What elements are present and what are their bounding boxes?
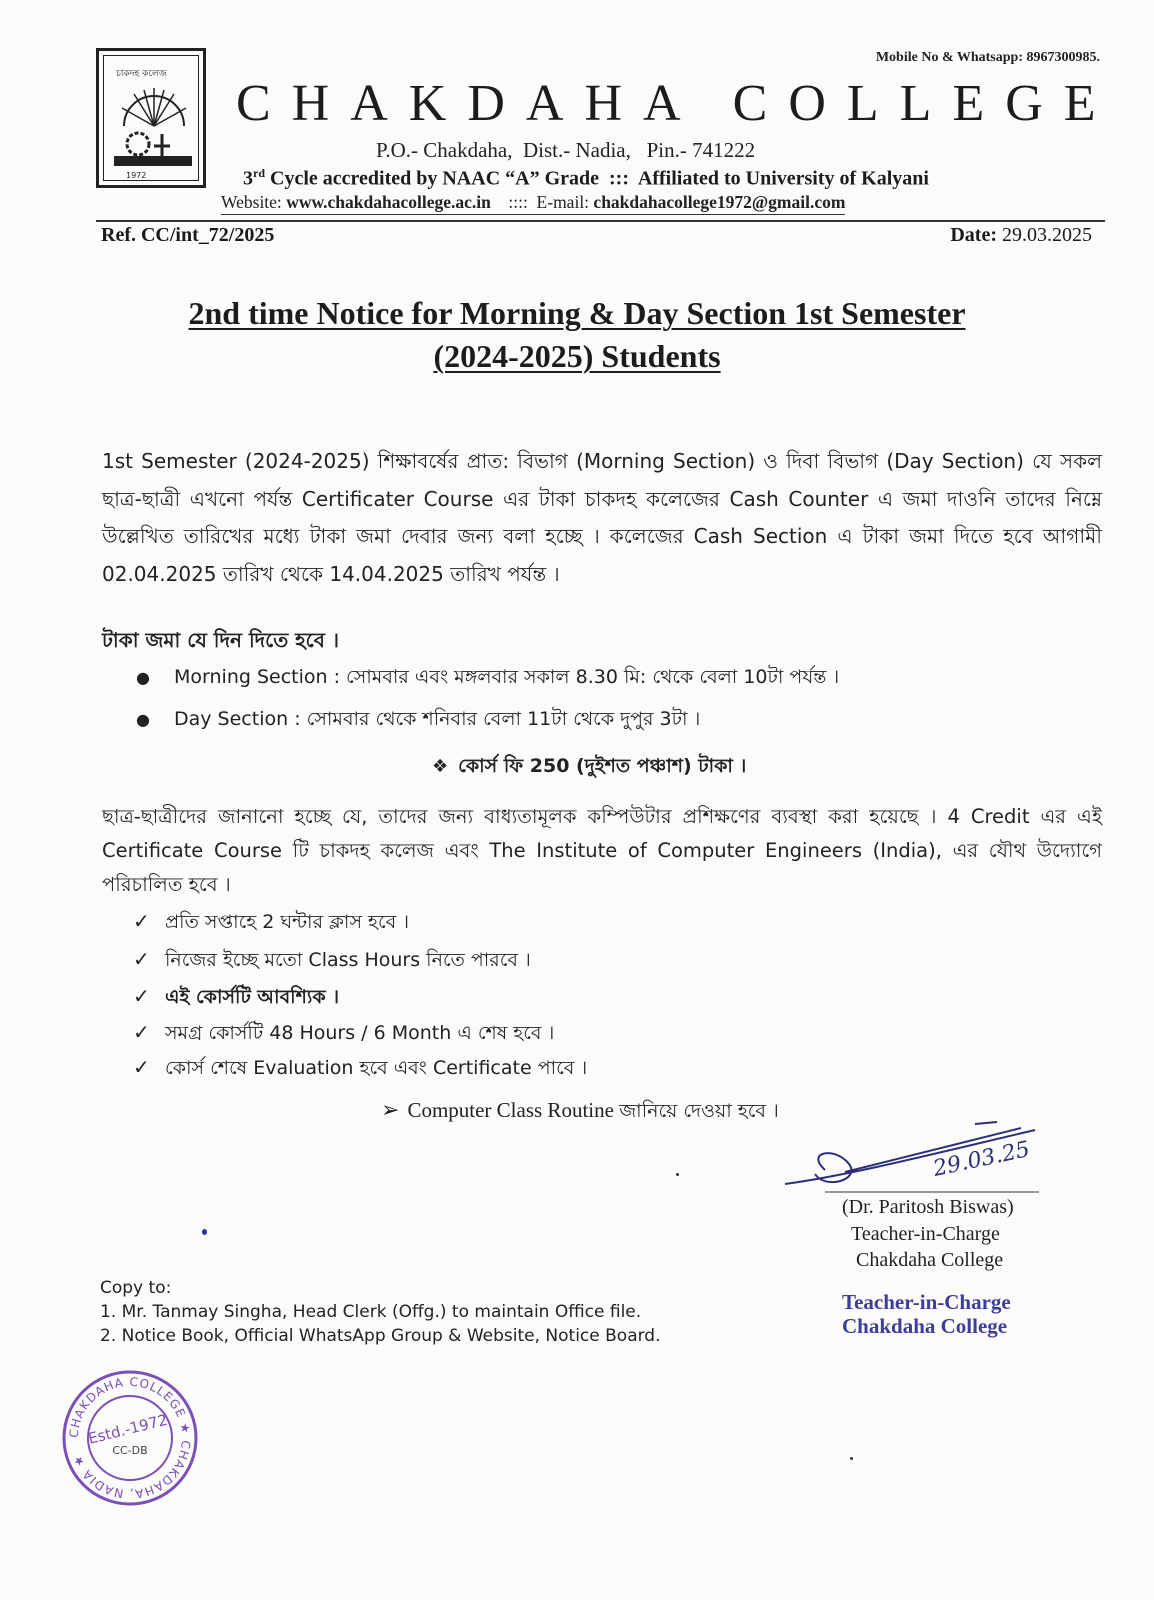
signatory-college: Chakdaha College <box>856 1249 1004 1271</box>
diamond-icon: ❖ <box>432 756 449 777</box>
check-item: ✓ সমগ্র কোর্সটি 48 Hours / 6 Month এ শেষ হবে । <box>133 1020 555 1044</box>
checkmark-icon: ✓ <box>133 1055 150 1079</box>
designation-stamp-line2: Chakdaha College <box>842 1314 1008 1338</box>
bullet-morning-section: ● Morning Section : সোমবার এবং মঙ্গলবার সকাল 8.30 মি: থেকে বেলা 10টা পর্যন্ত । <box>136 666 840 688</box>
checkmark-icon: ✓ <box>133 909 150 933</box>
header-divider <box>96 220 1105 222</box>
payment-heading: টাকা জমা যে দিন দিতে হবে । <box>102 628 339 652</box>
course-fee: ❖ কোর্স ফি 250 (দুইশত পঞ্চাশ) টাকা । <box>432 755 747 777</box>
accreditation-line: 3rd Cycle accredited by NAAC “A” Grade ::: Affiliated to University of Kalyani <box>243 166 929 190</box>
copy-to-item: 2. Notice Book, Official WhatsApp Group & Website, Notice Board. <box>100 1326 661 1346</box>
svg-text:1972: 1972 <box>126 171 147 180</box>
bullet-icon: ● <box>136 710 150 729</box>
signature-date: 29.03.25 <box>931 1137 1033 1182</box>
college-address: P.O.- Chakdaha, Dist.- Nadia, Pin.- 741222 <box>376 138 756 162</box>
copy-to-item: 1. Mr. Tanmay Singha, Head Clerk (Offg.) to maintain Office file. <box>100 1302 642 1322</box>
handwritten-signature <box>785 1110 1085 1200</box>
designation-stamp-line1: Teacher-in-Charge <box>842 1290 1011 1314</box>
check-item: ✓ প্রতি সপ্তাহে 2 ঘন্টার ক্লাস হবে । <box>133 909 410 933</box>
arrow-right-icon: ➢ <box>381 1098 400 1123</box>
logo-text: চাকদহ কলেজ <box>116 69 167 79</box>
ink-speck <box>676 1173 679 1176</box>
bullet-icon: ● <box>136 668 150 687</box>
checkmark-icon: ✓ <box>133 1020 150 1044</box>
ink-speck <box>202 1229 207 1235</box>
computer-training-paragraph: ছাত্র-ছাত্রীদের জানানো হচ্ছে যে, তাদের জন্য বাধ্যতামূলক কম্পিউটার প্রশিক্ষণের ব্যবস্থা করা হয়েছে । 4 Credit এর এই Certificate Course টি চাকদহ কলেজ এবং The Institute of Computer Engineers (India), এর যৌথ উদ্যোগে পরিচালিত হবে । <box>102 805 1102 896</box>
college-logo <box>96 48 206 188</box>
intro-paragraph: 1st Semester (2024-2025) শিক্ষাবর্ষের প্রাত: বিভাগ (Morning Section) ও দিবা বিভাগ (Day Section) যে সকল ছাত্র-ছাত্রী এখনো পর্যন্ত Certificater Course এর টাকা চাকদহ কলেজের Cash Counter এ জমা দাওনি তাদের নিম্নে উল্লেখিত তারিখের মধ্যে টাকা জমা দেবার জন্য বলা হচ্ছে । কলেজের Cash Section এ টাকা জমা দিতে হবে আগামী 02.04.2025 তারিখ থেকে 14.04.2025 তারিখ পর্যন্ত । <box>102 449 1102 586</box>
check-item: ✓ কোর্স শেষে Evaluation হবে এবং Certificate পাবে । <box>133 1055 588 1079</box>
notice-date: Date: 29.03.2025 <box>950 224 1092 246</box>
mobile-number: Mobile No & Whatsapp: 8967300985. <box>875 50 1100 65</box>
notice-title-line2: (2024-2025) Students <box>433 338 721 374</box>
bullet-day-section: ● Day Section : সোমবার থেকে শনিবার বেলা 11টা থেকে দুপুর 3টা । <box>136 708 701 730</box>
check-item: ✓ নিজের ইচ্ছে মতো Class Hours নিতে পারবে । <box>133 947 531 971</box>
checkmark-icon: ✓ <box>133 947 150 971</box>
checkmark-icon: ✓ <box>133 984 150 1008</box>
contact-line: Website: www.chakdahacollege.ac.in :::: E-mail: chakdahacollege1972@gmail.com <box>221 192 845 215</box>
copy-to-heading: Copy to: <box>100 1278 172 1298</box>
seal-estd: Estd.-1972 <box>86 1410 170 1448</box>
signatory-name: (Dr. Paritosh Biswas) <box>842 1196 1014 1218</box>
logo-emblem-icon <box>104 56 199 181</box>
seal-code: CC-DB <box>112 1444 148 1457</box>
reference-number: Ref. CC/int_72/2025 <box>101 224 275 246</box>
check-item: ✓ এই কোর্সটি আবশ্যিক । <box>133 984 340 1008</box>
college-name: CHAKDAHA COLLEGE <box>236 75 1117 132</box>
routine-notice: ➢ Computer Class Routine জানিয়ে দেওয়া হবে । <box>381 1098 779 1123</box>
seal-ring-text: CHAKDAHA COLLEGE ★ CHAKDAHA, NADIA ★ <box>66 1374 194 1502</box>
signatory-title: Teacher-in-Charge <box>851 1223 1000 1245</box>
college-seal <box>60 1368 200 1508</box>
email-link[interactable]: chakdahacollege1972@gmail.com <box>593 192 846 212</box>
copy-to-block <box>100 1276 661 1348</box>
website-link[interactable]: www.chakdahacollege.ac.in <box>286 192 491 212</box>
ink-speck <box>850 1457 853 1460</box>
notice-title-line1: 2nd time Notice for Morning & Day Section 1st Semester <box>188 295 966 331</box>
